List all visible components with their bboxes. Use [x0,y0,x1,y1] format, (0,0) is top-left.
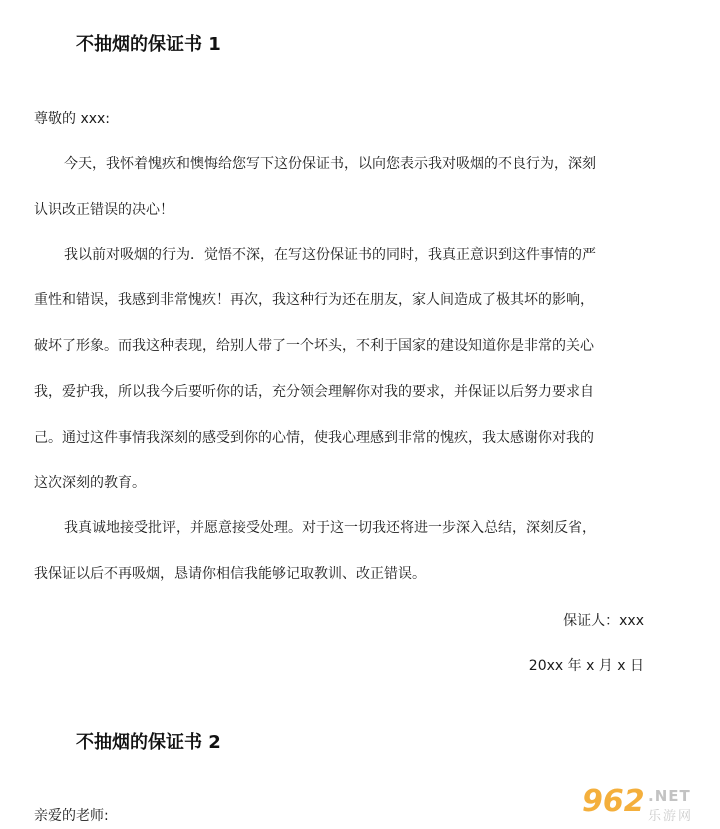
letter1-salutation: 尊敬的 xxx: [34,111,111,127]
letter2-salutation: 亲爱的老师: [34,808,109,824]
letter1-paragraph-line: 我，爱护我，所以我今后要听你的话，充分领会理解你对我的要求，并保证以后努力要求自 [34,384,594,400]
letter1-title: 不抽烟的保证书 1 [76,34,221,55]
site-watermark-logo [582,785,714,825]
watermark-site-name: 乐游网 [648,809,694,824]
letter1-paragraph-line: 我以前对吸烟的行为．觉悟不深，在写这份保证书的同时，我真正意识到这件事情的严 [64,247,596,263]
letter1-paragraph-line: 今天，我怀着愧疚和懊悔给您写下这份保证书，以向您表示我对吸烟的不良行为，深刻 [64,156,596,172]
letter2-title: 不抽烟的保证书 2 [76,732,221,753]
watermark-net: .NET [648,787,691,805]
letter1-paragraph-line: 己。通过这件事情我深刻的感受到你的心情，使我心理感到非常的愧疚，我太感谢你对我的 [34,430,594,446]
letter1-paragraph-line: 重性和错误，我感到非常愧疚！再次，我这种行为还在朋友，家人间造成了极其坏的影响， [34,292,594,308]
letter1-paragraph-line: 我保证以后不再吸烟，恳请你相信我能够记取教训、改正错误。 [34,566,426,582]
letter1-date: 20xx 年 x 月 x 日 [528,658,644,674]
watermark-number: 962 [582,784,645,819]
letter1-paragraph-line: 我真诚地接受批评，并愿意接受处理。对于这一切我还将进一步深入总结，深刻反省， [64,520,596,536]
letter1-paragraph-line: 认识改正错误的决心！ [34,202,174,218]
letter1-paragraph-line: 破坏了形象。而我这种表现，给别人带了一个坏头，不利于国家的建设知道你是非常的关心 [34,338,594,354]
letter1-paragraph-line: 这次深刻的教育。 [34,475,146,491]
letter1-signer: 保证人：xxx [563,613,644,629]
